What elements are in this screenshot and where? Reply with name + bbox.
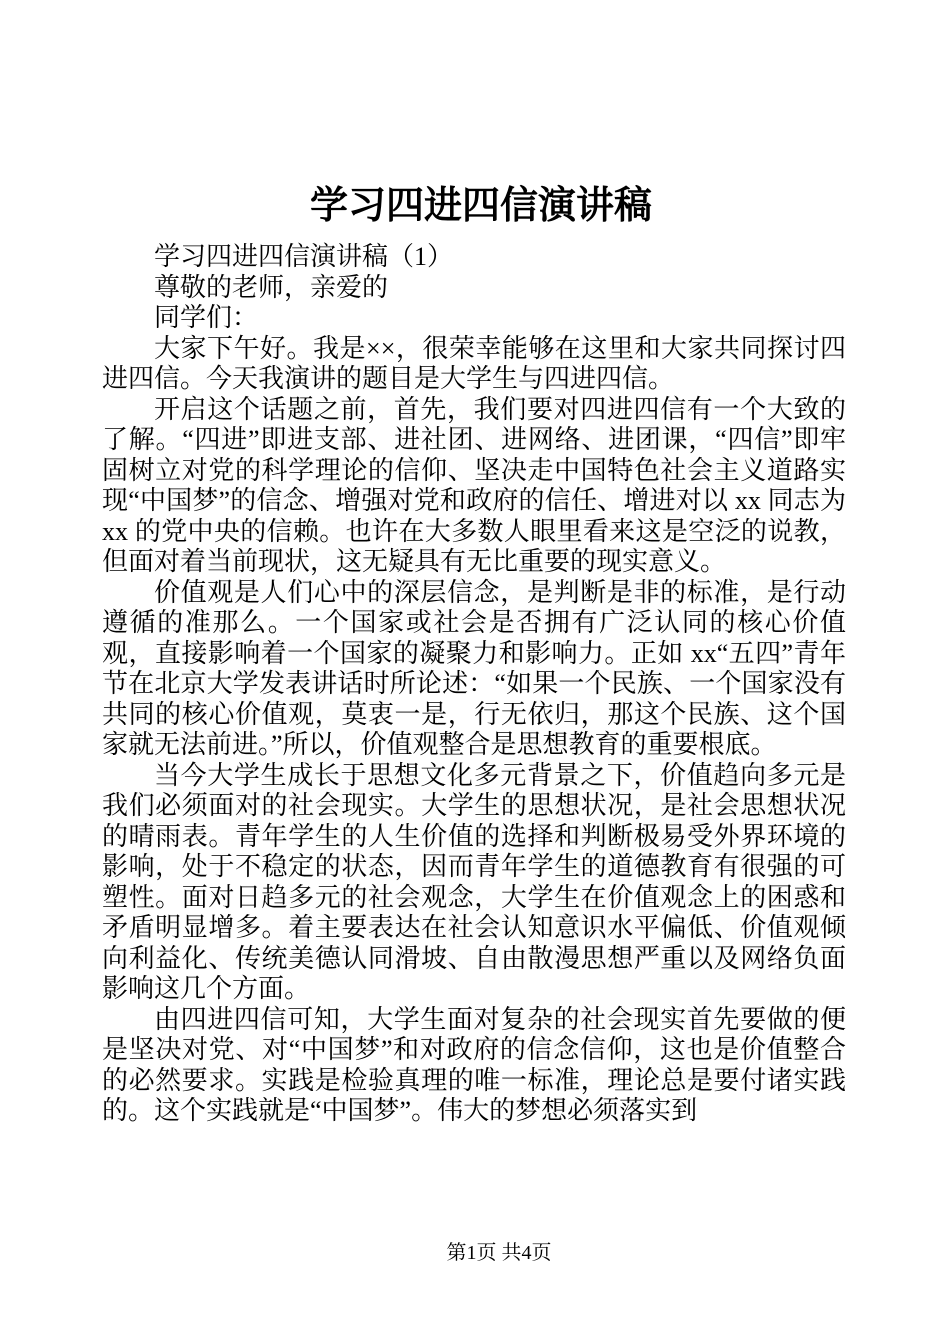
paragraph: 开启这个话题之前，首先，我们要对四进四信有一个大致的了解。“四进”即进支部、进社团、进网络、进团课，“四信”即牢固树立对党的科学理论的信仰、坚决走中国特色社会主义道路实现“中国梦”的信念、增强对党和政府的信任、增进对以 xx 同志为 xx 的党中央的信赖。也许在大多数人眼里看来这是空泛的说教，但面对着当前现状，这无疑具有无比重要的现实意义。 (102, 394, 846, 576)
paragraph: 当今大学生成长于思想文化多元背景之下，价值趋向多元是我们必须面对的社会现实。大学生的思想状况，是社会思想状况的晴雨表。青年学生的人生价值的选择和判断极易受外界环境的影响，处于不稳定的状态，因而青年学生的道德教育有很强的可塑性。面对日趋多元的社会观念，大学生在价值观念上的困惑和矛盾明显增多。着主要表达在社会认知意识水平偏低、价值观倾向利益化、传统美德认同滑坡、自由散漫思想严重以及网络负面影响这几个方面。 (102, 760, 846, 1003)
paragraph: 大家下午好。我是××，很荣幸能够在这里和大家共同探讨四进四信。今天我演讲的题目是大学生与四进四信。 (102, 333, 846, 393)
paragraph: 学习四进四信演讲稿（1） (154, 242, 454, 271)
paragraph: 由四进四信可知，大学生面对复杂的社会现实首先要做的便是坚决对党、对“中国梦”和对政府的信念信仰，这也是价值整合的必然要求。实践是检验真理的唯一标准，理论总是要付诸实践的。这个实践就是“中国梦”。伟大的梦想必须落实到 (102, 1004, 846, 1125)
page-number-label: 第1页 共4页 (446, 1242, 552, 1264)
document-body (102, 242, 846, 1127)
document-content (102, 183, 846, 1127)
paragraph: 价值观是人们心中的深层信念，是判断是非的标准，是行动遵循的准那么。一个国家或社会是否拥有广泛认同的核心价值观，直接影响着一个国家的凝聚力和影响力。正如 xx“五四”青年节在北京大学发表讲话时所论述：“如果一个民族、一个国家没有共同的核心价值观，莫衷一是，行无依归，那这个民族、这个国家就无法前进。”所以，价值观整合是思想教育的重要根底。 (102, 577, 846, 759)
page-footer (0, 1240, 950, 1266)
document-title: 学习四进四信演讲稿 (309, 185, 652, 227)
paragraph: 同学们： (154, 303, 259, 332)
paragraph: 尊敬的老师，亲爱的 (154, 272, 389, 302)
